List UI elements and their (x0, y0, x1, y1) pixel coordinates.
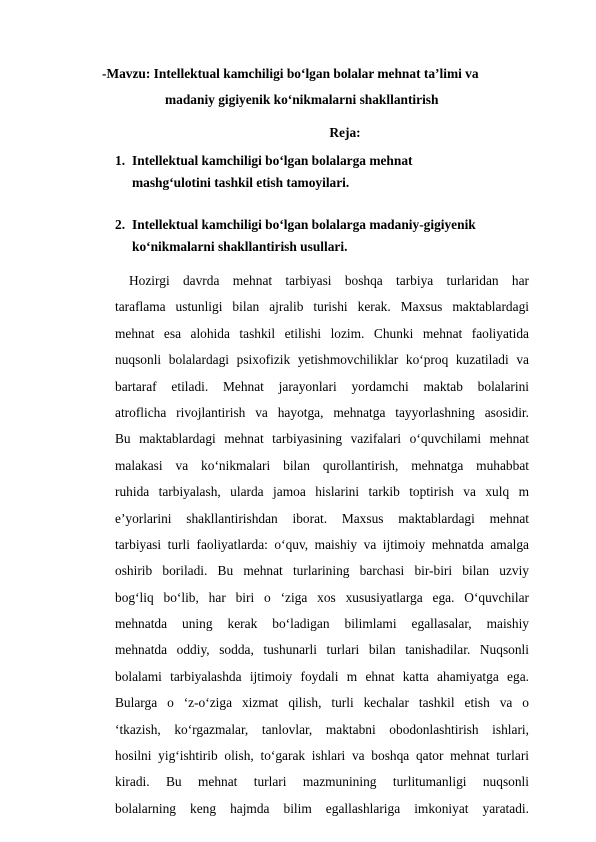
paragraph-line: ‘tkazish, ko‘rgazmalar, tanlovlar, maktabni obodonlashtirish ishlari, (115, 721, 529, 737)
paragraph-line: ruhida tarbiyalash, ularda jamoa hislarini tarkib toptirish va xulq m (115, 484, 529, 500)
plan-title: Reja: (329, 125, 361, 140)
plan-item-text-line: ko‘nikmalarni shakllantirish usullari. (132, 239, 348, 254)
paragraph-line: bolalami tarbiyalashda ijtimoiy foydali m ehnat katta ahamiyatga ega. (115, 668, 529, 684)
paragraph-line: kiradi. Bu mehnat turlari mazmunining turlitumanligi nuqsonli (115, 774, 529, 790)
plan-item-text-line: Intellektual kamchiligi bo‘lgan bolalarga madaniy-gigiyenik (132, 217, 476, 232)
paragraph-line: mehnat esa alohida tashkil etilishi lozim. Chunki mehnat faoliyatida (115, 325, 529, 341)
paragraph-line: malakasi va ko‘nikmalari bilan qurollantirish, mehnatga muhabbat (115, 457, 529, 473)
paragraph-line: Bu maktablardagi mehnat tarbiyasining vazifalari o‘quvchilami mehnat (115, 431, 529, 447)
paragraph-line: nuqsonli bolalardagi psixofizik yetishmovchiliklar ko‘proq kuzatiladi va (115, 352, 529, 368)
plan-item-number: 1. (115, 153, 126, 168)
paragraph-line: taraflama ustunligi bilan ajralib turishi kerak. Maxsus maktablardagi (115, 299, 529, 315)
paragraph-line: bog‘liq bo‘lib, har biri o ‘ziga xos xususiyatlarga ega. O‘quvchilar (115, 589, 529, 605)
paragraph-line: mehnatda uning kerak bo‘ladigan bilimlami egallasalar, maishiy (115, 616, 529, 632)
paragraph-line: hosilni yig‘ishtirib olish, to‘garak ishlari va boshqa qator mehnat turlari (115, 748, 529, 764)
paragraph-line: Hozirgi davrda mehnat tarbiyasi boshqa tarbiya turlaridan har (129, 273, 529, 288)
body-paragraph (115, 268, 529, 822)
paragraph-line: atroflicha rivojlantirish va hayotga, mehnatga tayyorlashning asosidir. (115, 404, 529, 420)
plan-item-text-line: Intellektual kamchiligi bo‘lgan bolalarga mehnat (132, 153, 413, 168)
paragraph-line: tarbiyasi turli faoliyatlarda: o‘quv, maishiy va ijtimoiy mehnatda amalga (115, 536, 529, 552)
topic-heading-line-2: madaniy gigiyenik ko‘nikmalarni shakllantirish (165, 92, 439, 107)
paragraph-line: bolalarning keng hajmda bilim egallashlariga imkoniyat yaratadi. (115, 800, 529, 816)
paragraph-line: Bularga o ‘z-o‘ziga xizmat qilish, turli kechalar tashkil etish va o (115, 695, 529, 711)
paragraph-line: oshirib boriladi. Bu mehnat turlarining barchasi bir-biri bilan uzviy (115, 563, 529, 579)
paragraph-line: e’yorlarini shakllantirishdan iborat. Maxsus maktablardagi mehnat (115, 510, 529, 526)
paragraph-line: mehnatda oddiy, sodda, tushunarli turlari bilan tanishadilar. Nuqsonli (115, 642, 529, 658)
topic-heading-line-1: -Mavzu: Intellektual kamchiligi bo‘lgan bolalar mehnat ta’limi va (102, 66, 479, 81)
plan-item-text-line: mashg‘ulotini tashkil etish tamoyilari. (132, 175, 350, 190)
paragraph-line: bartaraf etiladi. Mehnat jarayonlari yordamchi maktab bolalarini (115, 378, 529, 394)
plan-item-number: 2. (115, 217, 126, 232)
